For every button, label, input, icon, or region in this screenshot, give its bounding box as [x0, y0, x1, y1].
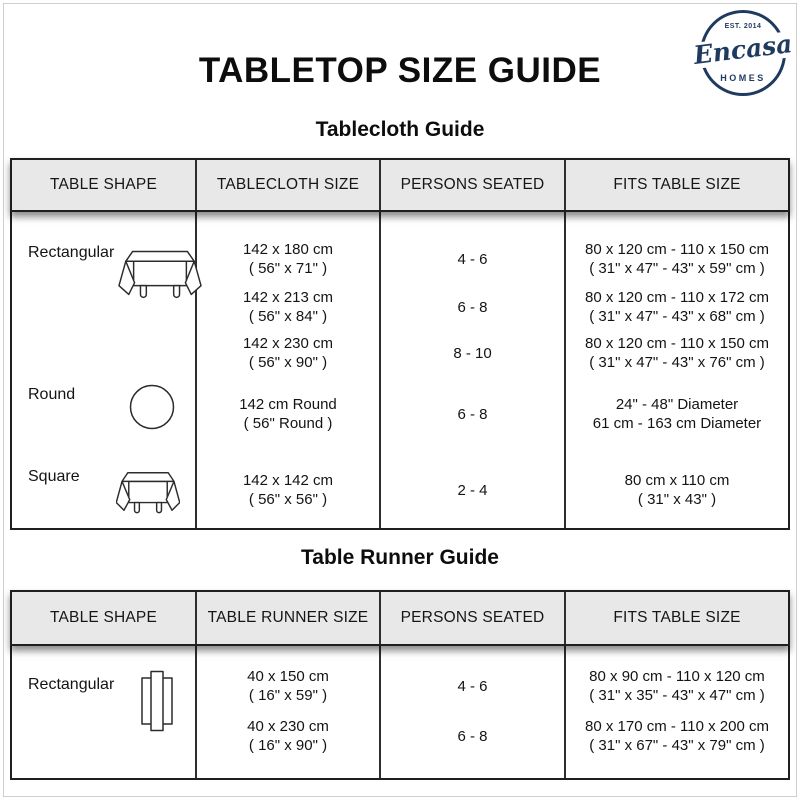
header-persons-seated: PERSONS SEATED — [381, 592, 566, 644]
fits-cm: 80 x 120 cm - 110 x 150 cm — [585, 241, 769, 258]
persons-cell: 2 - 4 — [381, 452, 566, 528]
fits-cm: 80 x 120 cm - 110 x 150 cm — [585, 335, 769, 352]
persons-cell: 4 - 6 — [381, 646, 566, 712]
fits-cell — [566, 376, 788, 452]
size-cm: 40 x 150 cm — [247, 668, 329, 685]
fits-cell — [566, 646, 788, 712]
fits-cell — [566, 284, 788, 330]
fits-in: ( 31" x 47" - 43" x 76" cm ) — [589, 354, 765, 371]
size-cm: 40 x 230 cm — [247, 718, 329, 735]
size-in: ( 56" x 71" ) — [248, 260, 328, 277]
fits-in: ( 31" x 43" ) — [637, 491, 717, 508]
fits-cell — [566, 712, 788, 778]
persons-cell: 8 - 10 — [381, 330, 566, 376]
header-persons-seated: PERSONS SEATED — [381, 160, 566, 210]
size-in: ( 16" x 90" ) — [248, 737, 328, 754]
logo-brand-text: Encasa — [690, 31, 796, 69]
fits-in: 24" - 48" Diameter — [615, 396, 739, 413]
rect-tablecloth-icon — [118, 242, 202, 305]
size-cell — [197, 376, 381, 452]
size-cm: 142 x 142 cm — [242, 472, 334, 489]
fits-cm: 61 cm - 163 cm Diameter — [592, 415, 762, 432]
round-table-icon — [129, 384, 175, 435]
size-cell — [197, 712, 381, 778]
shape-label: Square — [28, 468, 80, 485]
fits-in: ( 31" x 47" - 43" x 59" cm ) — [589, 260, 765, 277]
runner-header-row — [10, 590, 790, 646]
persons-cell: 6 - 8 — [381, 284, 566, 330]
fits-in: ( 31" x 67" - 43" x 79" cm ) — [589, 737, 765, 754]
size-in: ( 56" x 84" ) — [248, 308, 328, 325]
fits-in: ( 31" x 35" - 43" x 47" cm ) — [589, 687, 765, 704]
size-cm: 142 x 213 cm — [242, 289, 334, 306]
fits-cm: 80 cm x 110 cm — [624, 472, 730, 489]
header-table-shape: TABLE SHAPE — [12, 592, 197, 644]
size-cm: 142 x 230 cm — [242, 335, 334, 352]
size-cm: 142 cm Round — [239, 396, 337, 413]
table-runner-icon — [140, 670, 174, 737]
runner-guide-table — [10, 590, 790, 780]
shape-label: Round — [28, 386, 76, 403]
fits-cm: 80 x 120 cm - 110 x 172 cm — [585, 289, 769, 306]
size-cell — [197, 284, 381, 330]
header-fits-table-size: FITS TABLE SIZE — [613, 609, 741, 626]
size-cell — [197, 646, 381, 712]
size-cell — [197, 452, 381, 528]
header-table-shape: TABLE SHAPE — [12, 160, 197, 210]
runner-body — [10, 646, 790, 780]
header-fits-table-size: FITS TABLE SIZE — [613, 176, 741, 193]
logo-est-text: EST. 2014 — [724, 23, 762, 30]
square-tablecloth-icon — [116, 466, 180, 521]
fits-cm: 80 x 170 cm - 110 x 200 cm — [585, 718, 769, 735]
shape-cell-square — [12, 452, 197, 528]
brand-logo — [692, 8, 794, 98]
size-in: ( 56" x 90" ) — [248, 354, 328, 371]
size-cm: 142 x 180 cm — [242, 241, 334, 258]
tablecloth-guide-table — [10, 158, 790, 530]
runner-guide-title: Table Runner Guide — [301, 546, 499, 569]
size-in: ( 56" x 56" ) — [248, 491, 328, 508]
shape-cell-rectangular — [12, 646, 197, 778]
size-cell — [197, 212, 381, 284]
tablecloth-header-row — [10, 158, 790, 212]
header-runner-size: TABLE RUNNER SIZE — [197, 592, 381, 644]
fits-cell — [566, 452, 788, 528]
size-cell — [197, 330, 381, 376]
tablecloth-guide-title: Tablecloth Guide — [315, 118, 485, 141]
header-tablecloth-size: TABLECLOTH SIZE — [197, 160, 381, 210]
tablecloth-body — [10, 212, 790, 530]
persons-cell: 6 - 8 — [381, 712, 566, 778]
shape-cell-round — [12, 376, 197, 452]
persons-cell: 6 - 8 — [381, 376, 566, 452]
shape-cell-rectangular — [12, 212, 197, 376]
logo-homes-text: HOMES — [720, 73, 766, 83]
fits-cm: 80 x 90 cm - 110 x 120 cm — [589, 668, 765, 685]
page-title: TABLETOP SIZE GUIDE — [198, 51, 602, 90]
fits-cell — [566, 212, 788, 284]
persons-cell: 4 - 6 — [381, 212, 566, 284]
size-in: ( 56" Round ) — [243, 415, 333, 432]
shape-label: Rectangular — [28, 244, 115, 261]
fits-in: ( 31" x 47" - 43" x 68" cm ) — [589, 308, 765, 325]
shape-label: Rectangular — [28, 676, 115, 693]
fits-cell — [566, 330, 788, 376]
size-in: ( 16" x 59" ) — [248, 687, 328, 704]
